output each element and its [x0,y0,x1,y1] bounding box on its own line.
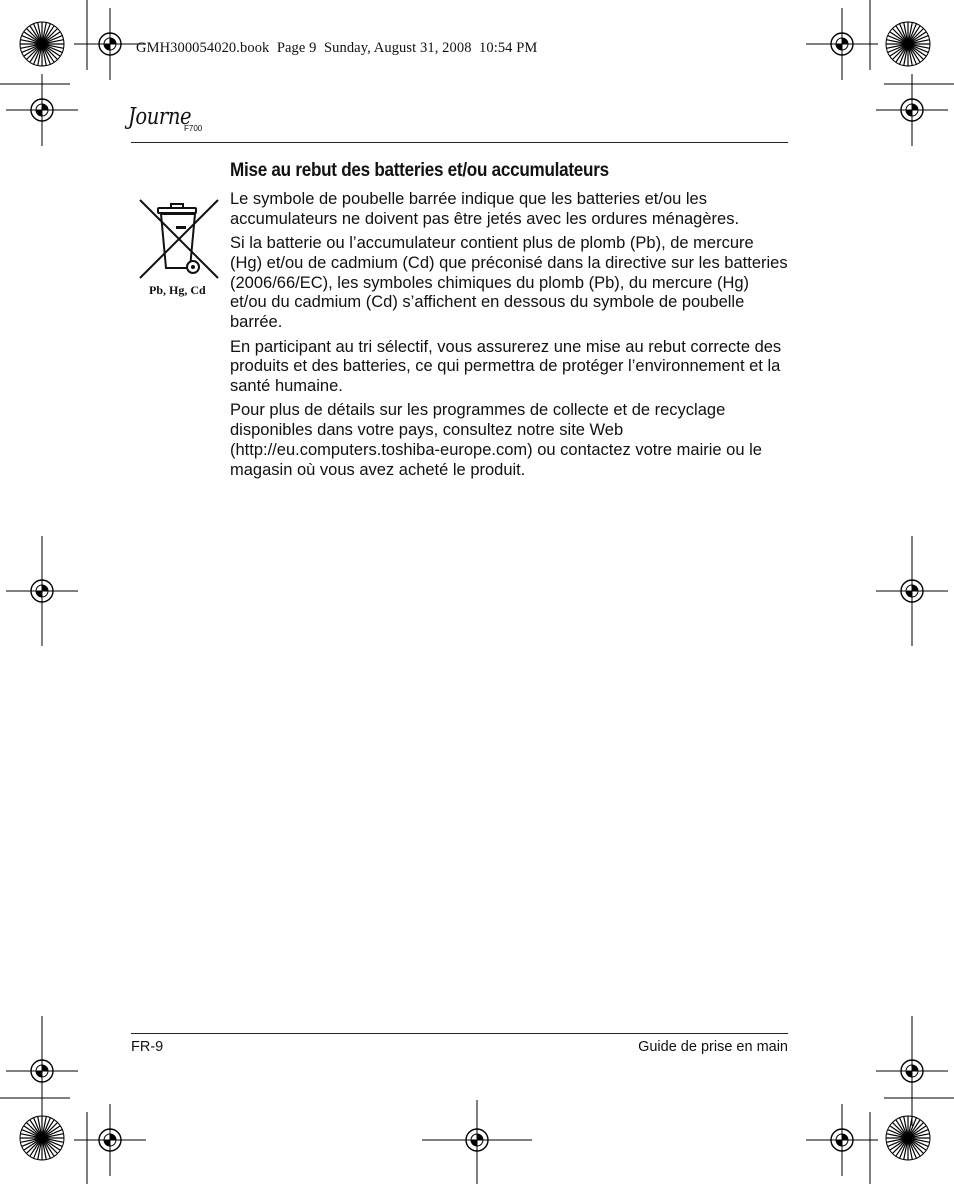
footer-rule [131,1033,788,1034]
journe-logo [128,104,218,142]
section-title: Mise au rebut des batteries et/ou accumulateurs [230,160,609,181]
paragraph: Si la batterie ou l’accumulateur contient plus de plomb (Pb), de mercure (Hg) et/ou de cadmium (Cd) que préconisé dans la directive sur les batteries (2006/66/EC), les symboles chimiques du plomb (Pb), du mercure (Hg) et/ou du cadmium (Cd) s’affichent en dessous du symbole de poubelle barrée. [230,234,788,332]
guide-title: Guide de prise en main [638,1039,788,1055]
paragraph: Pour plus de détails sur les programmes de collecte et de recyclage disponibles dans votre pays, consultez notre site Web (http://eu.computers.toshiba-europe.com) ou contactez votre mairie ou le magasin où vous avez acheté le produit. [230,401,762,479]
logo-model: F700 [184,124,203,133]
section-body [230,190,790,485]
header-rule [131,142,788,143]
crossed-out-bin-icon [138,196,220,280]
chemical-symbols-label: Pb, Hg, Cd [149,283,206,297]
paragraph: Le symbole de poubelle barrée indique que les batteries et/ou les accumulateurs ne doivent pas être jetés avec les ordures ménagères. [230,190,740,228]
print-slug: GMH300054020.book Page 9 Sunday, August 31, 2008 10:54 PM [136,40,538,56]
paragraph: En participant au tri sélectif, vous assurerez une mise au rebut correcte des produits et des batteries, ce qui permettra de protéger l’environnement et la santé humaine. [230,337,782,396]
logo-script: Journe [128,104,192,130]
page-number: FR-9 [131,1039,164,1055]
